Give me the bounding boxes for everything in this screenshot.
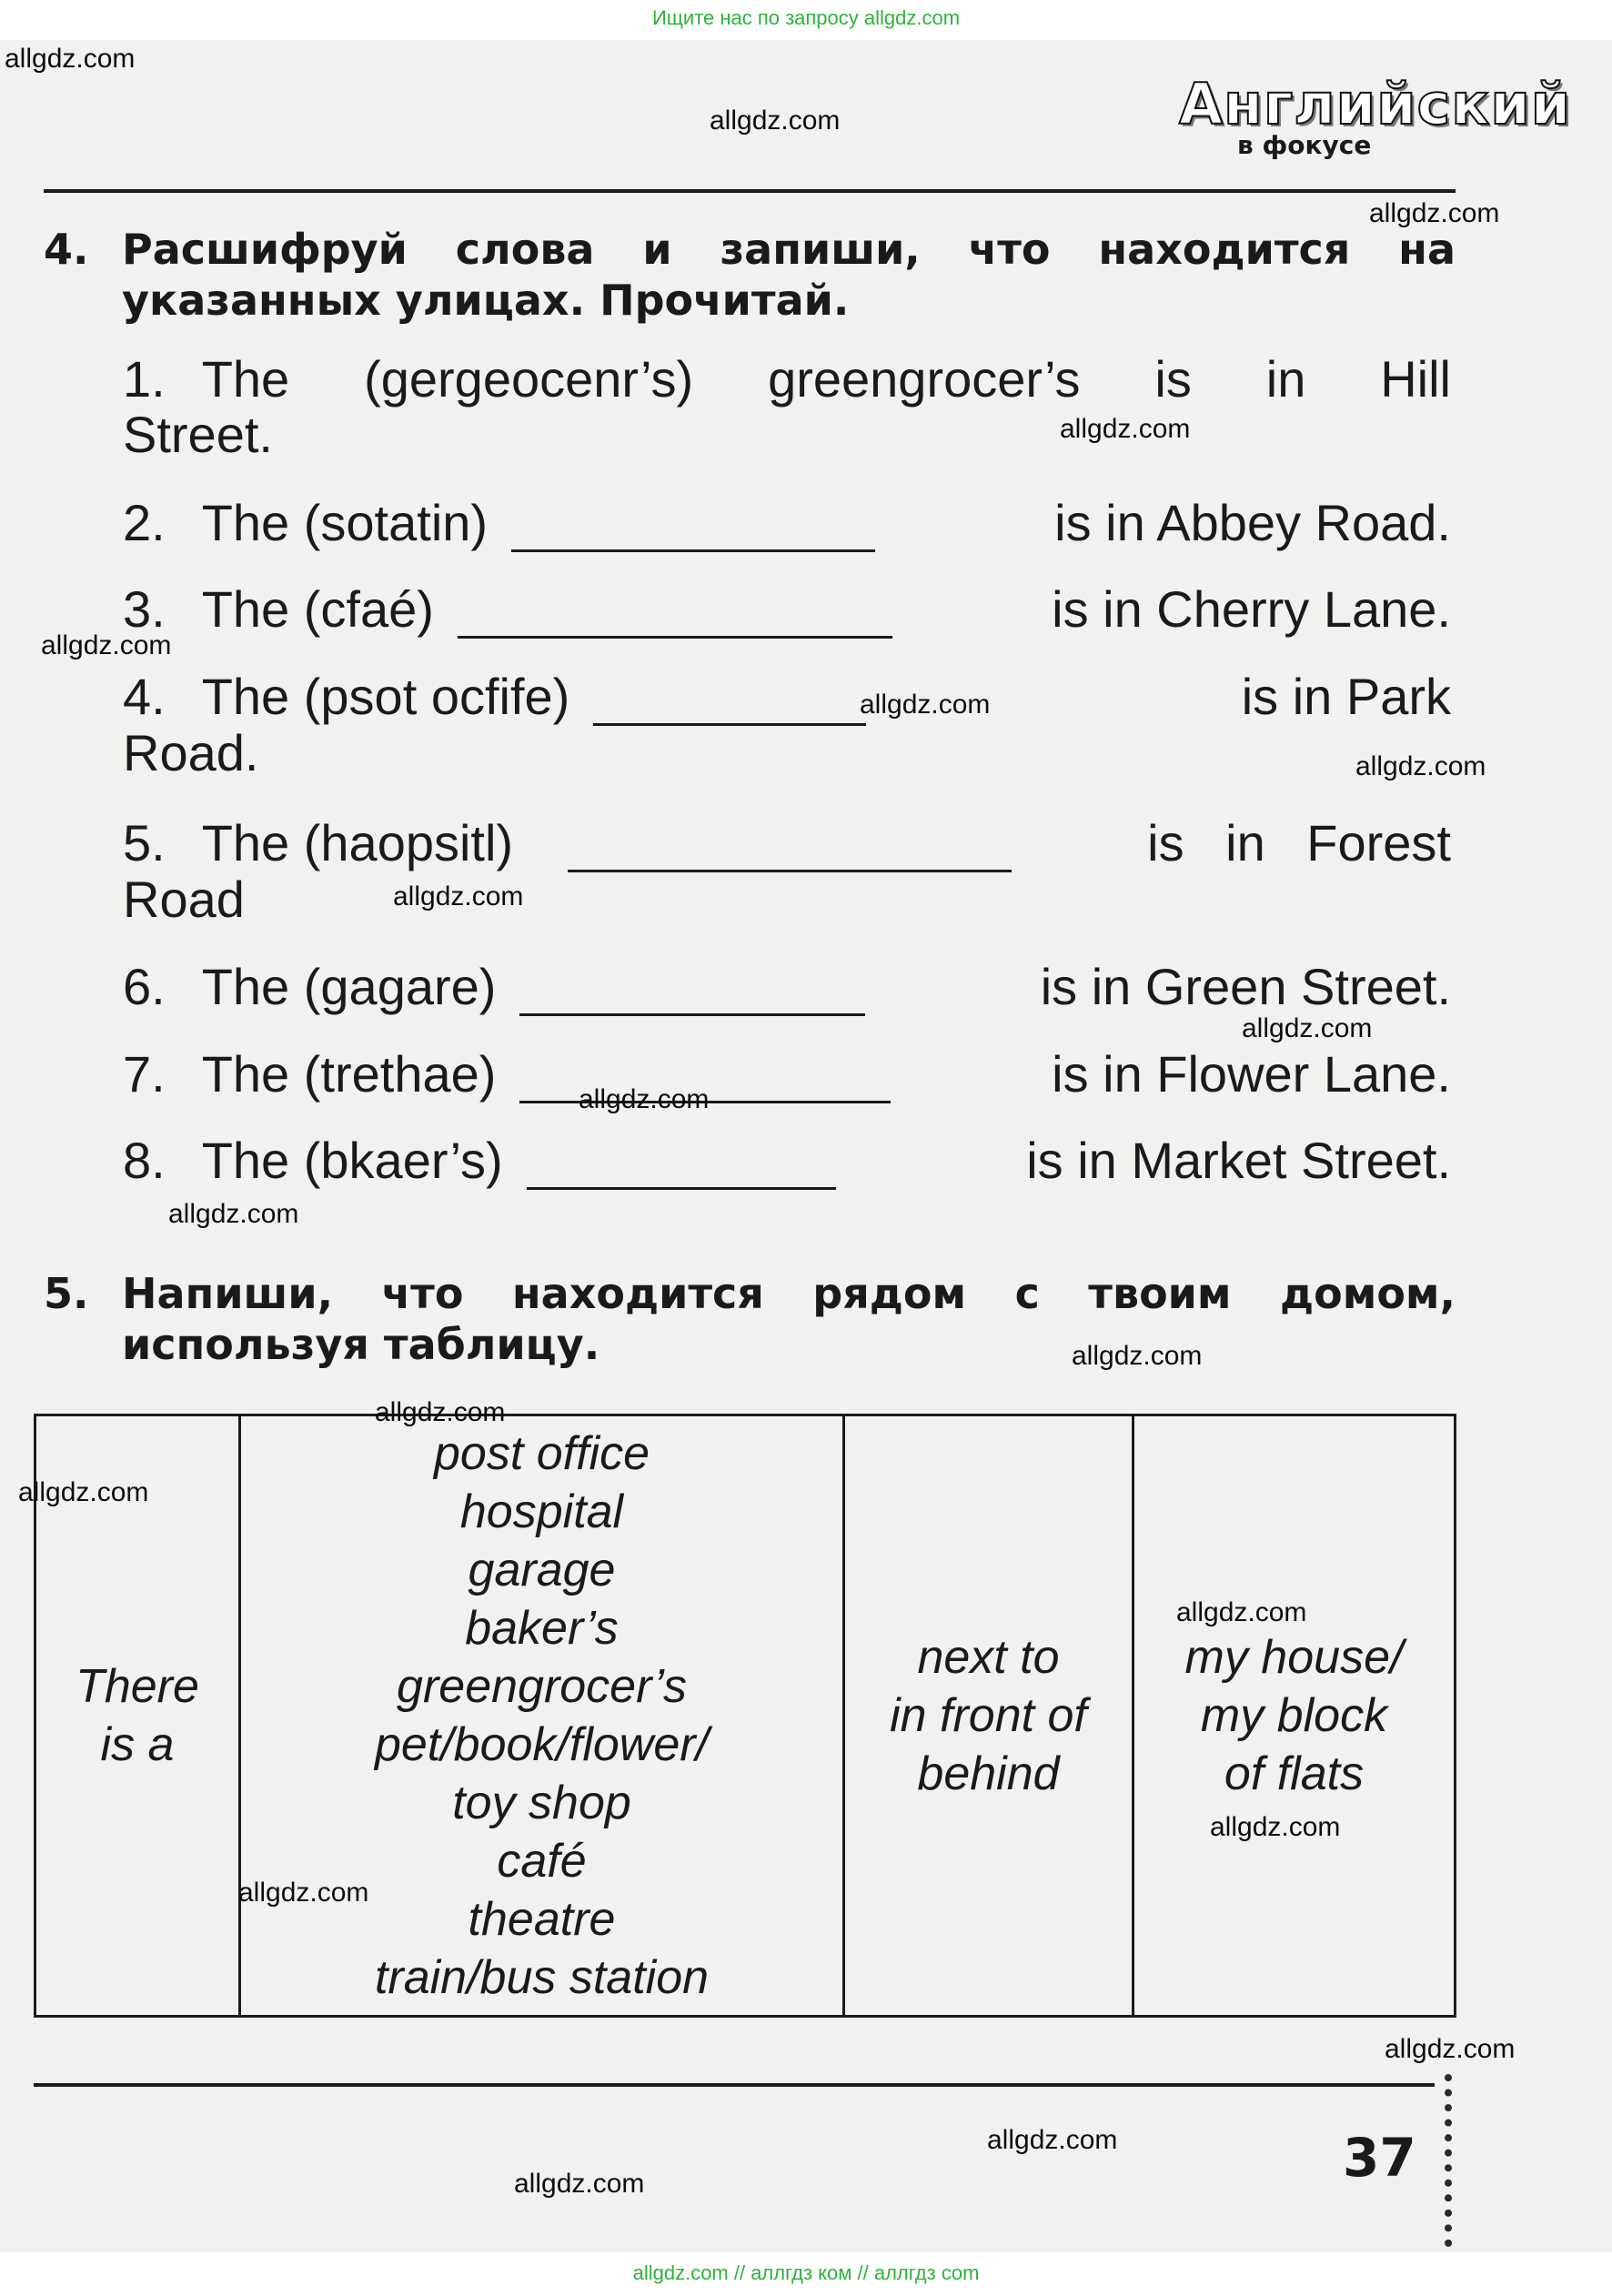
item-end: is in Flower Lane. xyxy=(1052,1045,1451,1103)
item-end: is in Forest xyxy=(1147,814,1451,871)
page-edge-dots xyxy=(1445,2074,1459,2247)
answer-blank[interactable] xyxy=(593,683,866,726)
answer-blank[interactable] xyxy=(519,973,865,1016)
exercise-item-3 xyxy=(123,580,1451,639)
answer-blank[interactable] xyxy=(568,830,1012,872)
table-cell: of flats xyxy=(1224,1747,1365,1800)
watermark[interactable]: allgdz.com xyxy=(168,1199,299,1229)
watermark[interactable]: allgdz.com xyxy=(1072,1341,1203,1371)
item-end: is in Park xyxy=(1241,668,1451,725)
exercise-item-5-cont xyxy=(123,871,1451,929)
watermark[interactable]: allgdz.com xyxy=(1210,1812,1341,1842)
task4-instruction-line1: Расшифруй слова и запиши, что находится на xyxy=(122,225,1456,274)
table-cell: my block xyxy=(1200,1689,1388,1742)
watermark[interactable]: allgdz.com xyxy=(1355,751,1486,781)
item-end: is in Market Street. xyxy=(1026,1132,1451,1189)
watermark[interactable]: allgdz.com xyxy=(1242,1013,1373,1043)
watermark[interactable]: allgdz.com xyxy=(1176,1597,1307,1627)
watermark[interactable]: allgdz.com xyxy=(1385,2034,1516,2064)
exercise-item-6 xyxy=(123,958,1451,1016)
table-cell: baker’s xyxy=(465,1602,619,1655)
logo-title: Английский xyxy=(1179,71,1572,137)
watermark[interactable]: allgdz.com xyxy=(393,881,524,911)
item-number: 3. xyxy=(123,580,166,638)
top-divider xyxy=(44,189,1456,193)
watermark[interactable]: allgdz.com xyxy=(41,630,172,660)
exercise-item-4-cont xyxy=(123,724,1451,782)
item-text: The (gergeocenr’s) greengrocer’s is in Hill xyxy=(201,350,1451,408)
item-number: 4. xyxy=(123,668,166,725)
item-start: The (psot ocfife) xyxy=(201,668,570,725)
item-start: The (cfaé) xyxy=(201,580,434,638)
page-number: 37 xyxy=(1343,2127,1416,2189)
item-end-cont: Road. xyxy=(123,724,259,781)
table-cell: post office xyxy=(433,1427,650,1480)
table-cell: is a xyxy=(100,1718,175,1771)
task5-instruction xyxy=(44,1268,1456,1370)
item-text-cont: Street. xyxy=(123,406,273,463)
bottom-banner[interactable]: allgdz.com // аллгдз ком // аллгдз com xyxy=(0,2252,1612,2296)
watermark[interactable]: allgdz.com xyxy=(18,1477,149,1507)
table-cell: garage xyxy=(468,1544,616,1596)
table-cell: toy shop xyxy=(452,1777,631,1829)
exercise-item-1-cont xyxy=(123,406,1451,464)
table-col-home xyxy=(1132,1416,1454,2015)
answer-blank[interactable] xyxy=(527,1147,836,1190)
table-cell: next to xyxy=(917,1631,1060,1684)
table-col-places xyxy=(238,1416,842,2015)
exercise-item-8 xyxy=(123,1132,1451,1190)
bottom-divider xyxy=(34,2083,1435,2087)
task4-instruction-line2: указанных улицах. Прочитай. xyxy=(122,276,850,325)
table-cell: train/bus station xyxy=(374,1951,710,2004)
item-start: The (bkaer’s) xyxy=(201,1132,503,1189)
item-end-cont: Road xyxy=(123,871,245,928)
task5-instruction-line1: Напиши, что находится рядом с твоим домом, xyxy=(122,1269,1456,1318)
task5-number: 5. xyxy=(44,1269,89,1318)
item-end: is in Cherry Lane. xyxy=(1052,580,1451,638)
top-banner[interactable]: Ищите нас по запросу allgdz.com xyxy=(0,0,1612,40)
table-cell: café xyxy=(497,1835,587,1888)
exercise-item-1 xyxy=(123,350,1451,408)
task5-instruction-line2: используя таблицу. xyxy=(122,1320,600,1369)
exercise-item-5 xyxy=(123,814,1451,872)
item-number: 7. xyxy=(123,1045,166,1103)
task4-number: 4. xyxy=(44,225,89,274)
watermark[interactable]: allgdz.com xyxy=(710,106,841,136)
logo-subtitle: в фокусе xyxy=(1237,130,1372,160)
answer-blank[interactable] xyxy=(511,509,875,552)
item-number: 1. xyxy=(123,350,166,408)
exercise-item-4 xyxy=(123,668,1451,726)
item-start: The (trethae) xyxy=(201,1045,497,1103)
table-cell: pet/book/flower/ xyxy=(374,1718,710,1771)
table-cell: behind xyxy=(917,1747,1060,1800)
substitution-table xyxy=(34,1414,1456,2018)
item-number: 6. xyxy=(123,958,166,1015)
table-cell: There xyxy=(76,1660,199,1713)
table-cell: hospital xyxy=(459,1485,624,1538)
watermark[interactable]: allgdz.com xyxy=(860,690,991,720)
item-start: The (gagare) xyxy=(201,958,497,1015)
table-cell: in front of xyxy=(890,1689,1087,1742)
watermark[interactable]: allgdz.com xyxy=(987,2125,1118,2155)
table-cell: greengrocer’s xyxy=(397,1660,687,1713)
watermark[interactable]: allgdz.com xyxy=(1369,198,1500,228)
answer-blank[interactable] xyxy=(458,596,892,639)
item-number: 8. xyxy=(123,1132,166,1189)
watermark[interactable]: allgdz.com xyxy=(375,1397,506,1427)
watermark[interactable]: allgdz.com xyxy=(579,1084,710,1114)
exercise-item-7 xyxy=(123,1045,1451,1103)
table-col-prepositions xyxy=(842,1416,1132,2015)
item-number: 5. xyxy=(123,814,166,871)
watermark[interactable]: allgdz.com xyxy=(238,1878,369,1908)
item-start: The (haopsitl) xyxy=(201,814,514,871)
table-cell: theatre xyxy=(468,1893,616,1946)
item-end: is in Green Street. xyxy=(1040,958,1451,1015)
item-end: is in Abbey Road. xyxy=(1054,494,1451,551)
item-start: The (sotatin) xyxy=(201,494,489,551)
item-number: 2. xyxy=(123,494,166,551)
watermark[interactable]: allgdz.com xyxy=(5,44,136,74)
table-cell: my house/ xyxy=(1184,1631,1404,1684)
watermark[interactable]: allgdz.com xyxy=(514,2169,645,2199)
watermark[interactable]: allgdz.com xyxy=(1060,414,1191,444)
exercise-item-2 xyxy=(123,494,1451,552)
task4-instruction xyxy=(44,224,1456,326)
